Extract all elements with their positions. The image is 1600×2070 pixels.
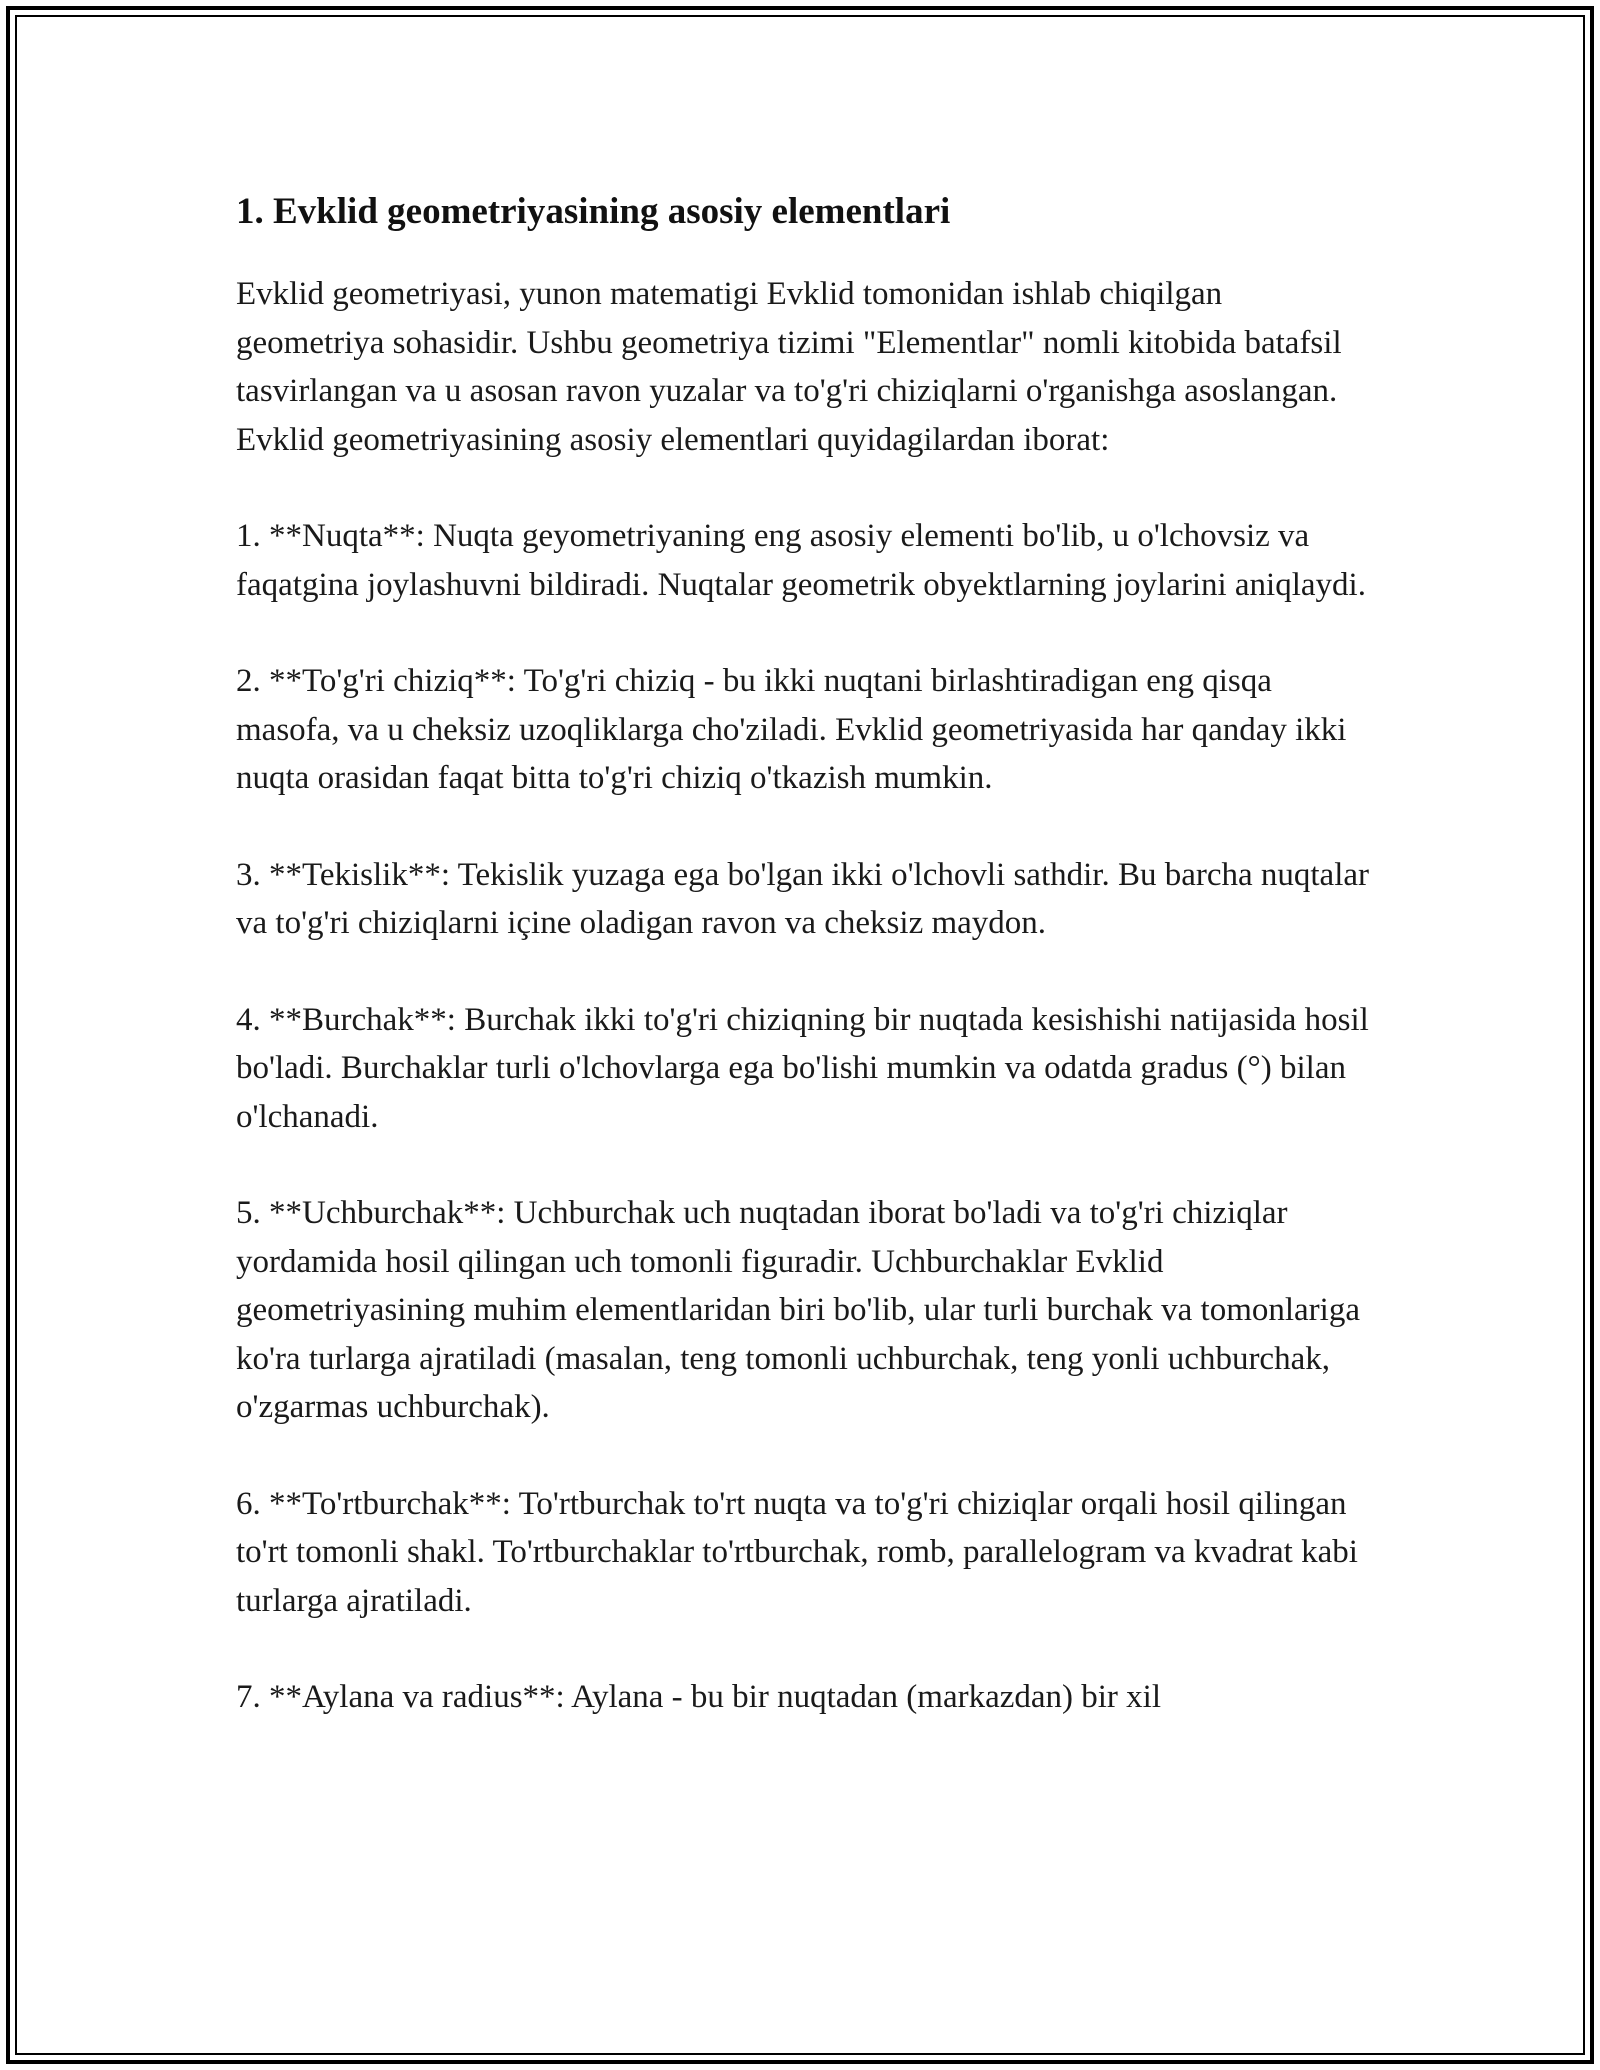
list-item-tortburchak: 6. **To'rtburchak**: To'rtburchak to'rt nuqta va to'g'ri chiziqlar orqali hosil qilingan to'rt tomonli shakl. To'rtburchaklar to'rtburchak, romb, parallelogram va kvadrat kabi turlarga ajratiladi. [236, 1485, 1358, 1619]
list-item-togri-chiziq: 2. **To'g'ri chiziq**: To'g'ri chiziq - bu ikki nuqtani birlashtiradigan eng qisqa masofa, va u cheksiz uzoqliklarga cho'ziladi. Evklid geometriyasida har qanday ikki nuqta orasidan faqat bitta to'g'ri chiziq o'tkazish mumkin. [236, 663, 1347, 796]
document-body [236, 188, 1376, 1770]
section-heading: 1. Evklid geometriyasining asosiy elementlari [236, 191, 951, 232]
intro-paragraph: Evklid geometriyasi, yunon matematigi Evklid tomonidan ishlab chiqilgan geometriya sohasidir. Ushbu geometriya tizimi "Elementlar" nomli kitobida batafsil tasvirlangan va u asosan ravon yuzalar va to'g'ri chiziqlarni o'rganishga asoslangan. Evklid geometriyasining asosiy elementlari quyidagilardan iborat: [236, 276, 1342, 458]
list-item-nuqta: 1. **Nuqta**: Nuqta geyometriyaning eng asosiy elementi bo'lib, u o'lchovsiz va faqatgina joylashuvni bildiradi. Nuqtalar geometrik obyektlarning joylarini aniqlaydi. [236, 518, 1366, 603]
list-item-tekislik: 3. **Tekislik**: Tekislik yuzaga ega bo'lgan ikki o'lchovli sathdir. Bu barcha nuqtalar va to'g'ri chiziqlarni içine oladigan ravon va cheksiz maydon. [236, 856, 1370, 941]
list-item-uchburchak: 5. **Uchburchak**: Uchburchak uch nuqtadan iborat bo'ladi va to'g'ri chiziqlar yordamida hosil qilingan uch tomonli figuradir. Uchburchaklar Evklid geometriyasining muhim elementlaridan biri bo'lib, ular turli burchak va tomonlariga ko'ra turlarga ajratiladi (masalan, teng tomonli uchburchak, teng yonli uchburchak, o'zgarmas uchburchak). [236, 1195, 1360, 1425]
list-item-burchak: 4. **Burchak**: Burchak ikki to'g'ri chiziqning bir nuqtada kesishishi natijasida hosil bo'ladi. Burchaklar turli o'lchovlarga ega bo'lishi mumkin va odatda gradus (°) bilan o'lchanadi. [236, 1001, 1369, 1135]
list-item-aylana: 7. **Aylana va radius**: Aylana - bu bir nuqtadan (markazdan) bir xil [236, 1679, 1161, 1715]
